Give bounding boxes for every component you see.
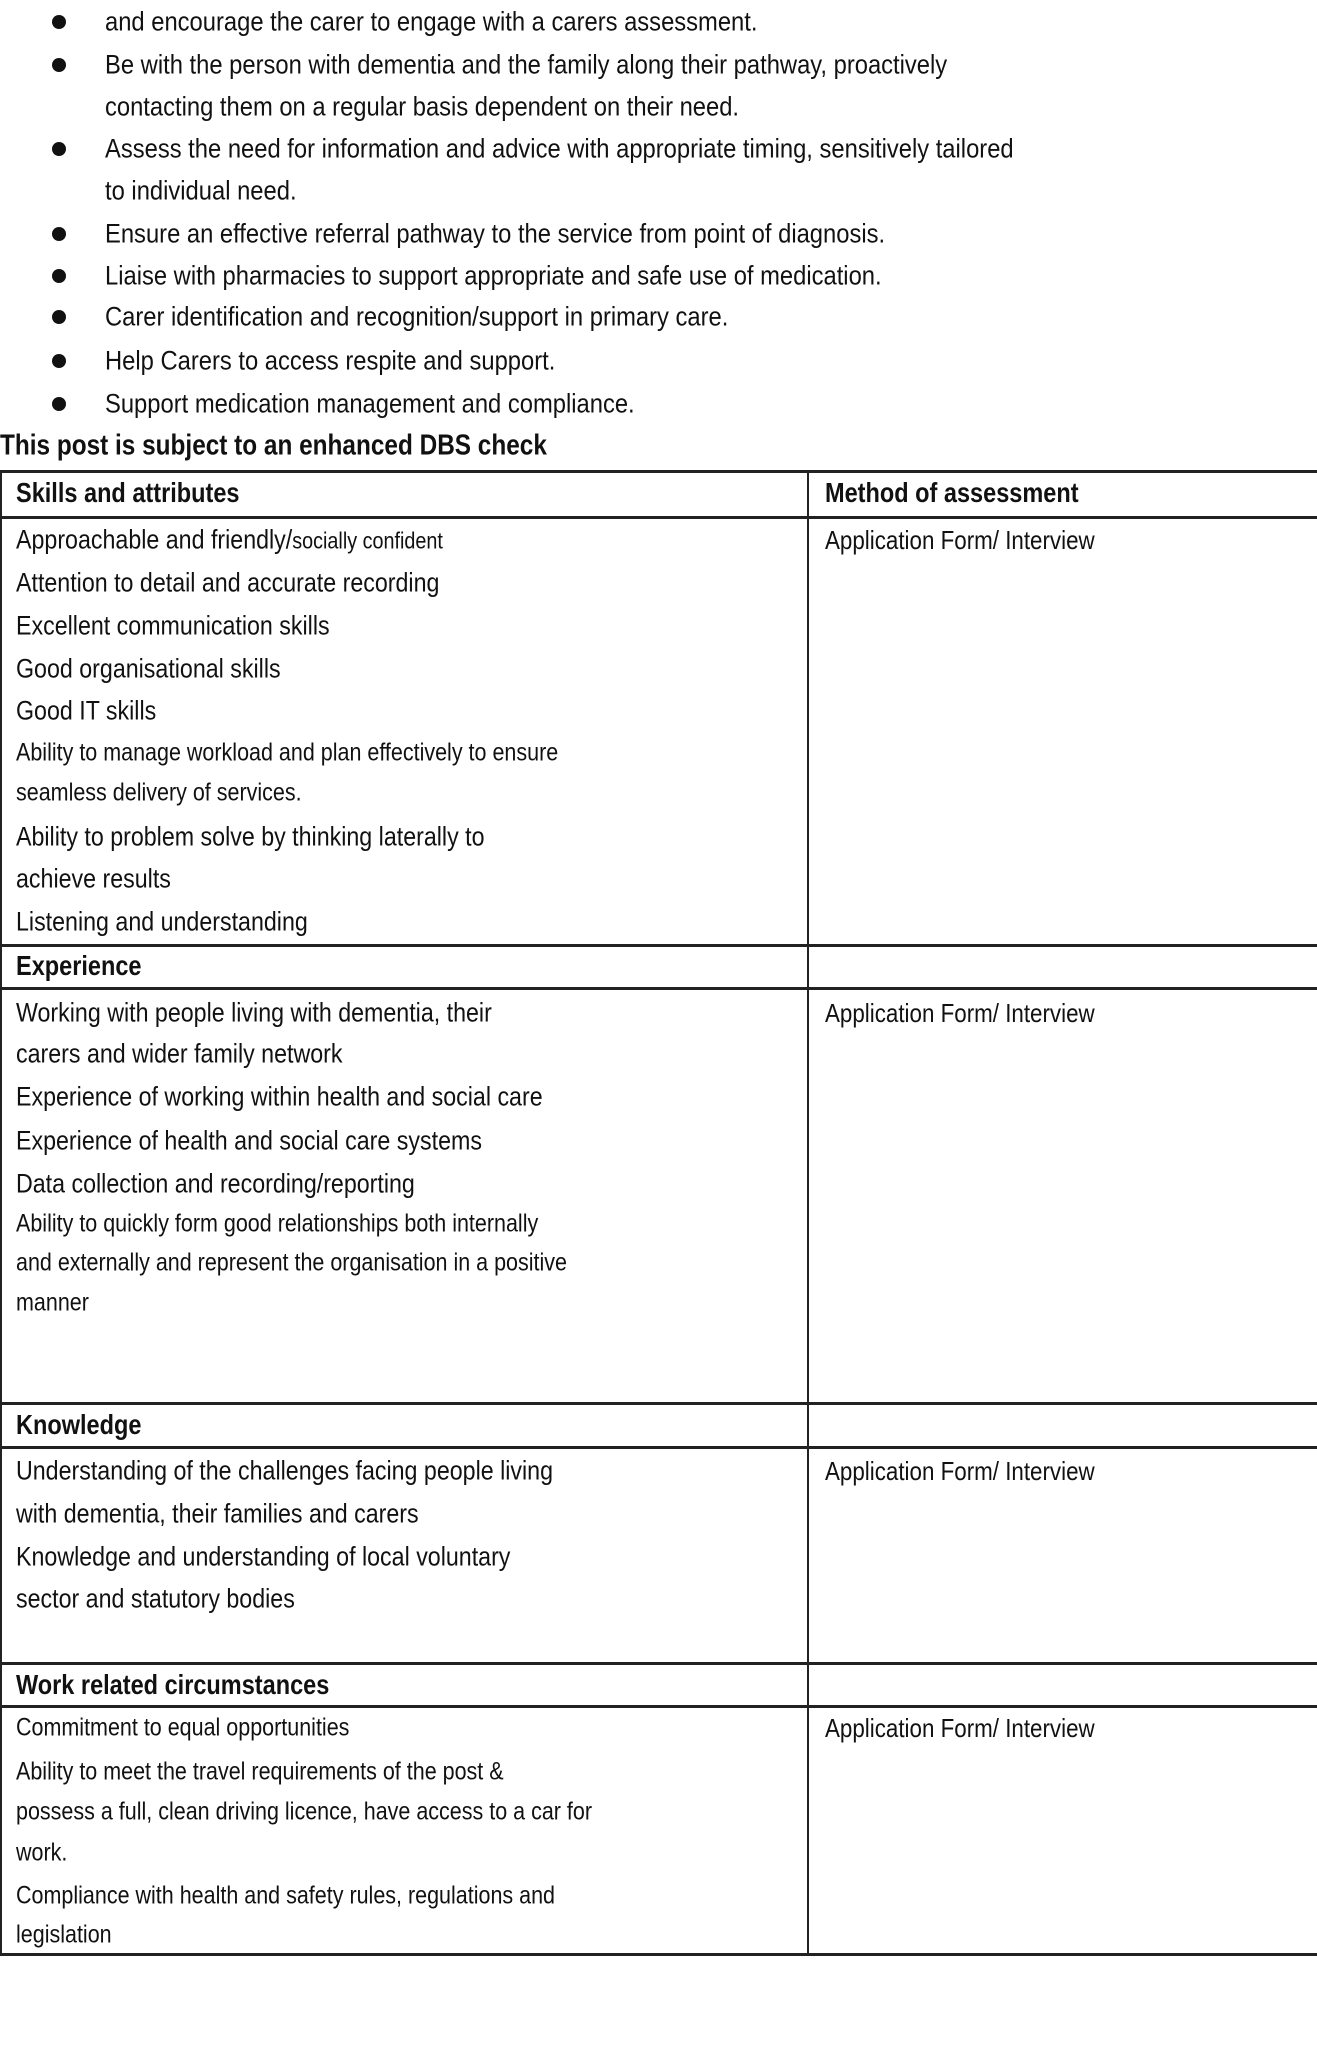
work-item: Compliance with health and safety rules, regulations and: [16, 1881, 556, 1910]
experience-item: Data collection and recording/reporting: [16, 1168, 415, 1199]
skill-item: Ability to problem solve by thinking laterally to: [16, 821, 485, 852]
knowledge-item: Understanding of the challenges facing people living: [16, 1455, 554, 1486]
skill-item: Good IT skills: [16, 695, 157, 726]
experience-item: Working with people living with dementia, their: [16, 997, 492, 1028]
table-divider: [0, 1662, 1317, 1665]
work-item: Commitment to equal opportunities: [16, 1713, 350, 1742]
experience-item-continuation: manner: [16, 1288, 89, 1317]
dbs-notice: This post is subject to an enhanced DBS check: [0, 429, 547, 462]
bullet-icon: [52, 354, 66, 368]
knowledge-item-continuation: sector and statutory bodies: [16, 1583, 295, 1614]
table-divider: [0, 987, 1317, 990]
bullet-icon: [52, 227, 66, 241]
bullet-icon: [52, 397, 66, 411]
experience-item-continuation: carers and wider family network: [16, 1038, 343, 1069]
skill-item: Excellent communication skills: [16, 610, 330, 641]
assessment-method: Application Form/ Interview: [825, 998, 1095, 1028]
list-item: Assess the need for information and advice with appropriate timing, sensitively tailored: [105, 133, 1014, 164]
work-item-continuation: legislation: [16, 1920, 112, 1949]
column-divider: [807, 470, 809, 1956]
work-item-continuation: possess a full, clean driving licence, have access to a car for: [16, 1797, 593, 1826]
section-header-work: Work related circumstances: [16, 1669, 330, 1700]
bullet-icon: [52, 15, 66, 29]
skill-item: Listening and understanding: [16, 906, 308, 937]
bullet-icon: [52, 58, 66, 72]
list-item-continuation: contacting them on a regular basis dependent on their need.: [105, 91, 740, 122]
knowledge-item: Knowledge and understanding of local voluntary: [16, 1541, 511, 1572]
list-item: Be with the person with dementia and the family along their pathway, proactively: [105, 49, 948, 80]
table-divider: [0, 516, 1317, 519]
skill-item: Attention to detail and accurate recording: [16, 567, 440, 598]
skill-item-small: socially confident: [292, 527, 443, 554]
list-item: Carer identification and recognition/support in primary care.: [105, 301, 729, 332]
skill-item: Good organisational skills: [16, 653, 281, 684]
bullet-icon: [52, 142, 66, 156]
experience-item: Experience of working within health and social care: [16, 1081, 543, 1112]
list-item-continuation: to individual need.: [105, 175, 297, 206]
work-item: Ability to meet the travel requirements of the post &: [16, 1757, 504, 1786]
table-divider: [0, 944, 1317, 947]
column-header-skills: Skills and attributes: [16, 477, 240, 508]
list-item: Support medication management and compliance.: [105, 388, 635, 419]
list-item: Liaise with pharmacies to support appropriate and safe use of medication.: [105, 260, 882, 291]
bullet-icon: [52, 269, 66, 283]
skill-item: Ability to manage workload and plan effectively to ensure: [16, 738, 559, 767]
table-divider: [0, 1446, 1317, 1449]
experience-item-continuation: and externally and represent the organisation in a positive: [16, 1248, 567, 1277]
table-border-left: [0, 470, 2, 1956]
table-border-bottom: [0, 1953, 1317, 1956]
list-item: and encourage the carer to engage with a carers assessment.: [105, 6, 758, 37]
section-header-experience: Experience: [16, 950, 142, 981]
table-divider: [0, 1705, 1317, 1708]
experience-item: Ability to quickly form good relationships both internally: [16, 1209, 539, 1238]
experience-item: Experience of health and social care systems: [16, 1125, 482, 1156]
column-header-method: Method of assessment: [825, 477, 1079, 508]
assessment-method: Application Form/ Interview: [825, 1713, 1095, 1743]
section-header-knowledge: Knowledge: [16, 1409, 142, 1440]
assessment-method: Application Form/ Interview: [825, 525, 1095, 555]
skill-item-continuation: seamless delivery of services.: [16, 778, 302, 807]
skill-item-main: Approachable and friendly/: [16, 524, 293, 555]
skill-item: [16, 524, 443, 555]
bullet-icon: [52, 310, 66, 324]
table-divider: [0, 1402, 1317, 1405]
list-item: Ensure an effective referral pathway to the service from point of diagnosis.: [105, 218, 886, 249]
table-border-top: [0, 470, 1317, 473]
skill-item-continuation: achieve results: [16, 863, 171, 894]
knowledge-item-continuation: with dementia, their families and carers: [16, 1498, 419, 1529]
list-item: Help Carers to access respite and support.: [105, 345, 556, 376]
work-item-continuation: work.: [16, 1838, 68, 1867]
assessment-method: Application Form/ Interview: [825, 1456, 1095, 1486]
